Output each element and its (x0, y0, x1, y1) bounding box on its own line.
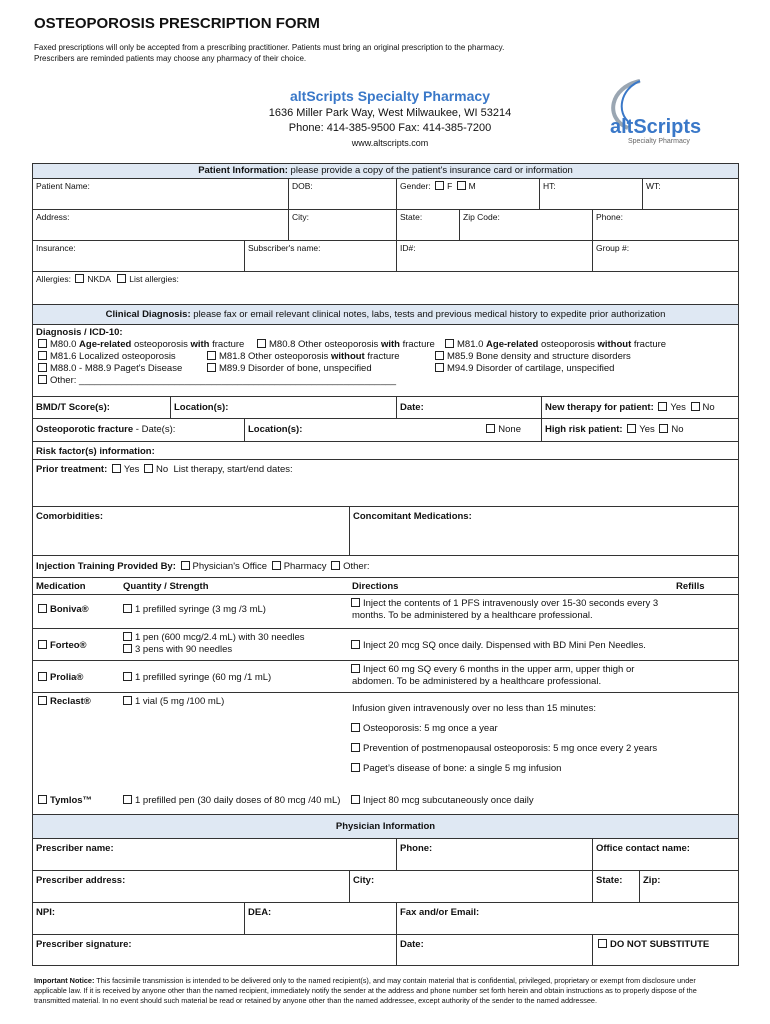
zip-field[interactable]: Zip Code: (459, 210, 592, 240)
boniva-dir-checkbox[interactable] (351, 598, 360, 607)
forteo-dir-checkbox[interactable] (351, 640, 360, 649)
dx-m899-checkbox[interactable] (207, 363, 216, 372)
high-risk-field: High risk patient: Yes No (541, 419, 738, 441)
bmd-field[interactable]: BMD/T Score(s): (36, 402, 110, 413)
pharmacy-website: www.altscripts.com (351, 138, 429, 148)
physician-row-3 (33, 902, 738, 934)
subscriber-field[interactable]: Subscriber's name: (244, 241, 396, 271)
reclast-quantity[interactable]: 1 vial (5 mg /100 mL) (118, 693, 227, 711)
dx-m810-checkbox[interactable] (445, 339, 454, 348)
clinical-diagnosis-band: Clinical Diagnosis: please fax or email relevant clinical notes, labs, tests and previous medical history to expedite prior authorization (33, 304, 738, 324)
med-row-reclast (33, 692, 738, 786)
dea-field[interactable]: DEA: (244, 903, 396, 934)
bmd-row (33, 396, 738, 418)
dx-m816-checkbox[interactable] (38, 351, 47, 360)
med-row-tymlos (33, 786, 738, 814)
pharmacy-checkbox[interactable] (272, 561, 281, 570)
do-not-substitute-field[interactable]: DO NOT SUBSTITUTE (592, 935, 738, 965)
prescriber-name-field[interactable]: Prescriber name: (36, 843, 114, 854)
prescription-form (32, 163, 739, 966)
dx-m88-checkbox[interactable] (38, 363, 47, 372)
pharmacy-info (190, 88, 590, 148)
nkda-checkbox[interactable] (75, 274, 84, 283)
prescriber-zip-field[interactable]: Zip: (639, 871, 738, 902)
med-header-medication: Medication (36, 581, 86, 592)
dx-other-checkbox[interactable] (38, 375, 47, 384)
patient-name-field[interactable]: Patient Name: (36, 181, 90, 191)
boniva-label[interactable]: Boniva® (33, 601, 92, 619)
npi-field[interactable]: NPI: (36, 907, 55, 918)
logo-sub: Specialty Pharmacy (628, 138, 690, 145)
dx-m859-checkbox[interactable] (435, 351, 444, 360)
pharmacy-phone-fax: Phone: 414-385-9500 Fax: 414-385-7200 (288, 122, 492, 134)
injection-training-row (33, 555, 738, 577)
risk-row (33, 441, 738, 459)
intro-text: Faxed prescriptions will only be accepted from a prescribing practitioner. Patients must bring an original prescription to the pharmacy. Prescribers are reminded patients may choose any pharmacy of their choice. (34, 43, 505, 63)
important-notice: Important Notice: This facsimile transmission is intended to be delivered only to the named recipient(s), and may contain material that is confidential, privileged, proprietary or exempt from disclosure under applicable law. If it is received by anyone other than the named recipient, immediately notify the sender at the address and phone number set forth herein and obtain instructions as to properly dispose of the transmitted material. In no event should such material be read or retained by anyone other than the named addressee, except authority of the sender to the named addressee. (34, 976, 697, 1005)
height-field[interactable]: HT: (539, 179, 642, 209)
patient-info-band: Patient Information: please provide a copy of the patient's insurance card or information (33, 164, 738, 178)
fracture-row (33, 418, 738, 441)
allergies-field[interactable]: Allergies: NKDA List allergies: (36, 274, 179, 284)
forteo-directions[interactable]: Inject 20 mcg SQ once daily. Dispensed with BD Mini Pen Needles. (346, 637, 649, 655)
forteo-qty1-checkbox[interactable] (123, 632, 132, 641)
fax-email-field[interactable]: Fax and/or Email: (396, 903, 738, 934)
prolia-qty-checkbox[interactable] (123, 672, 132, 681)
diagnosis-column-2b: M81.8 Other osteoporosis without fracture M89.9 Disorder of bone, unspecified (205, 351, 400, 375)
fracture-date-field[interactable]: Osteoporotic fracture - Date(s): (36, 424, 176, 435)
pharmacy-name: altScripts Specialty Pharmacy (290, 88, 490, 104)
prolia-label[interactable]: Prolia® (33, 669, 86, 687)
reclast-checkbox[interactable] (38, 696, 47, 705)
diagnosis-section (33, 324, 738, 396)
prescriber-city-field[interactable]: City: (349, 871, 592, 902)
dx-m818-checkbox[interactable] (207, 351, 216, 360)
patient-row-3 (33, 240, 738, 271)
forteo-qty2-checkbox[interactable] (123, 644, 132, 653)
weight-field[interactable]: WT: (642, 179, 738, 209)
prescriber-state-field[interactable]: State: (592, 871, 639, 902)
office-contact-field[interactable]: Office contact name: (592, 839, 738, 870)
prolia-quantity[interactable]: 1 prefilled syringe (60 mg /1 mL) (118, 669, 274, 687)
med-row-boniva (33, 594, 738, 628)
diagnosis-column-2: M80.8 Other osteoporosis with fracture (255, 339, 435, 351)
address-field[interactable]: Address: (36, 212, 70, 222)
physician-row-1 (33, 838, 738, 870)
forteo-checkbox[interactable] (38, 640, 47, 649)
patient-row-1 (33, 178, 738, 209)
bmd-date-field[interactable]: Date: (396, 397, 541, 418)
prior-no-checkbox[interactable] (144, 464, 153, 473)
physician-info-band: Physician Information (33, 814, 738, 838)
tymlos-qty-checkbox[interactable] (123, 795, 132, 804)
boniva-directions[interactable]: Inject the contents of 1 PFS intravenously over 15-30 seconds every 3 months. To be administered by a healthcare professional. (352, 598, 659, 621)
physician-row-2 (33, 870, 738, 902)
med-row-forteo (33, 628, 738, 660)
prolia-directions[interactable]: Inject 60 mg SQ every 6 months in the upper arm, upper thigh or abdomen. To be administered by a healthcare professional. (352, 664, 635, 687)
diagnosis-label: Diagnosis / ICD-10: (36, 327, 123, 338)
reclast-label[interactable]: Reclast® (33, 693, 94, 711)
gender-field[interactable]: Gender: F M (396, 179, 539, 209)
dx-m800-checkbox[interactable] (38, 339, 47, 348)
signature-field[interactable]: Prescriber signature: (36, 939, 132, 950)
new-therapy-field: New therapy for patient: Yes No (541, 397, 738, 418)
new-therapy-yes-checkbox[interactable] (658, 402, 667, 411)
phone-field[interactable]: Phone: (592, 210, 738, 240)
reclast-qty-checkbox[interactable] (123, 696, 132, 705)
allergies-row (33, 271, 738, 304)
dx-m808-checkbox[interactable] (257, 339, 266, 348)
med-header-row (33, 577, 738, 594)
pharmacy-address: 1636 Miller Park Way, West Milwaukee, WI 53214 (268, 107, 512, 119)
med-row-prolia (33, 660, 738, 692)
dx-m949-checkbox[interactable] (435, 363, 444, 372)
gender-f-checkbox[interactable] (435, 181, 444, 190)
list-allergies-checkbox[interactable] (117, 274, 126, 283)
high-risk-yes-checkbox[interactable] (627, 424, 636, 433)
gender-m-checkbox[interactable] (457, 181, 466, 190)
new-therapy-no-checkbox[interactable] (691, 402, 700, 411)
form-title: OSTEOPOROSIS PRESCRIPTION FORM (34, 15, 320, 32)
tymlos-dir-checkbox[interactable] (351, 795, 360, 804)
prolia-checkbox[interactable] (38, 672, 47, 681)
boniva-quantity[interactable]: 1 prefilled syringe (3 mg /3 mL) (118, 601, 269, 619)
diagnosis-column-3: M81.0 Age-related osteoporosis without fracture (443, 339, 666, 351)
prior-treatment-field[interactable]: Prior treatment: Yes No List therapy, start/end dates: (36, 464, 293, 475)
reclast-o3-checkbox[interactable] (351, 763, 360, 772)
diagnosis-column-1: M80.0 Age-related osteoporosis with fracture M81.6 Localized osteoporosis M88.0 - M88.9 Paget's Disease Other: ____________________________________________________________ (36, 339, 396, 387)
boniva-qty-checkbox[interactable] (123, 604, 132, 613)
prior-yes-checkbox[interactable] (112, 464, 121, 473)
reclast-o2-checkbox[interactable] (351, 743, 360, 752)
forteo-quantity[interactable]: 1 pen (600 mcg/2.4 mL) with 30 needles 3 pens with 90 needles (118, 629, 308, 659)
tymlos-label[interactable]: Tymlos™ (33, 792, 95, 810)
bmd-location-field[interactable]: Location(s): (170, 397, 396, 418)
high-risk-no-checkbox[interactable] (659, 424, 668, 433)
reclast-o1-checkbox[interactable] (351, 723, 360, 732)
risk-factors-field[interactable]: Risk factor(s) information: (36, 446, 155, 457)
state-field[interactable]: State: (396, 210, 459, 240)
dob-field[interactable]: DOB: (288, 179, 396, 209)
concomitant-field[interactable]: Concomitant Medications: (349, 507, 738, 555)
phys-office-checkbox[interactable] (181, 561, 190, 570)
physician-row-4 (33, 934, 738, 965)
id-field[interactable]: ID#: (396, 241, 592, 271)
insurance-field[interactable]: Insurance: (36, 243, 76, 253)
city-field[interactable]: City: (288, 210, 396, 240)
logo-swoosh-icon (600, 73, 730, 148)
dns-checkbox[interactable] (598, 939, 607, 948)
logo-text: altScripts (610, 116, 702, 138)
patient-row-2 (33, 209, 738, 240)
fracture-location-field[interactable]: Location(s): None (244, 419, 541, 441)
altscripts-logo (600, 73, 730, 148)
other-checkbox[interactable] (331, 561, 340, 570)
med-header-directions: Directions (352, 581, 399, 592)
med-header-refills: Refills (676, 581, 705, 592)
tymlos-directions[interactable]: Inject 80 mcg subcutaneously once daily (346, 792, 537, 810)
prescriber-phone-field[interactable]: Phone: (396, 839, 592, 870)
forteo-label[interactable]: Forteo® (33, 637, 90, 655)
group-field[interactable]: Group #: (592, 241, 738, 271)
prescriber-address-field[interactable]: Prescriber address: (36, 875, 126, 886)
tymlos-quantity[interactable]: 1 prefilled pen (30 daily doses of 80 mcg /40 mL) (118, 792, 343, 810)
tymlos-checkbox[interactable] (38, 795, 47, 804)
comorbidities-row (33, 506, 738, 555)
injection-training-field: Injection Training Provided By: Physician's Office Pharmacy Other: (36, 561, 370, 572)
boniva-checkbox[interactable] (38, 604, 47, 613)
prolia-dir-checkbox[interactable] (351, 664, 360, 673)
prior-treatment-row (33, 459, 738, 506)
signature-date-field[interactable]: Date: (396, 935, 592, 965)
reclast-directions: Infusion given intravenously over no less than 15 minutes: Osteoporosis: 5 mg once a year Prevention of postmenopausal osteoporosis: 5 mg once every 2 years Paget’s disease of bone: a single 5 mg infusion (352, 703, 658, 774)
fracture-none-checkbox[interactable] (486, 424, 495, 433)
med-header-quantity: Quantity / Strength (123, 581, 209, 592)
comorbidities-field[interactable]: Comorbidities: (36, 511, 104, 522)
diagnosis-column-3b: M85.9 Bone density and structure disorders M94.9 Disorder of cartilage, unspecified (433, 351, 631, 375)
